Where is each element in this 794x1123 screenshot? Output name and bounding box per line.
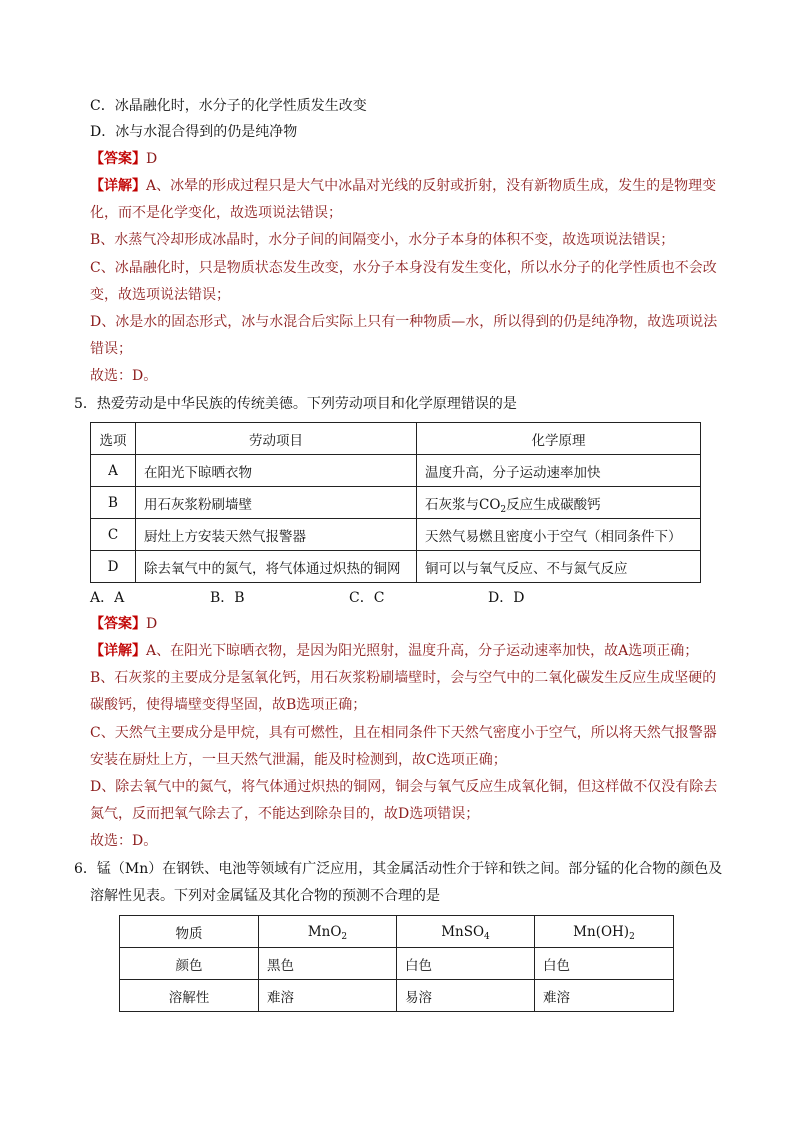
q5-answer	[90, 614, 157, 634]
table-row	[120, 980, 674, 1012]
q5-explain-line: 碳酸钙，使得墙壁变得坚固，故B选项正确；	[90, 697, 367, 713]
table-row	[120, 916, 674, 948]
q5-option-b: B．B	[210, 590, 245, 606]
table-cell: D	[91, 551, 136, 583]
q5-option-a: A．A	[90, 590, 125, 606]
subscript: 2	[500, 504, 507, 515]
q4-explain-line: D、冰是水的固态形式，冰与水混合后实际上只有一种物质—水，所以得到的仍是纯净物，故选项说法	[90, 314, 718, 330]
q6-stem-line: 溶解性见表。下列对金属锰及其化合物的预测不合理的是	[90, 888, 440, 904]
answer-tag: 【答案】	[90, 151, 146, 167]
cell-text: 反应生成碳酸钙	[506, 496, 601, 513]
table-cell: 易溶	[397, 980, 535, 1012]
table-cell: 溶解性	[120, 980, 259, 1012]
subscript: 4	[484, 931, 490, 942]
table-cell: 温度升高，分子运动速率加快	[417, 455, 701, 487]
cell-text: 石灰浆与CO	[425, 496, 501, 513]
q4-explain-line	[90, 176, 716, 196]
q5-explain-text: A、在阳光下晾晒衣物，是因为阳光照射，温度升高，分子运动速率加快，故A选项正确；	[146, 643, 699, 659]
formula-text: MnO	[307, 923, 342, 940]
q4-explain-line: 化，而不是化学变化，故选项说法错误；	[90, 205, 342, 221]
q5-explain-line: D、除去氧气中的氮气，将气体通过炽热的铜网，铜会与氧气反应生成氧化铜，但这样做不仅没有除去	[90, 779, 718, 795]
q5-explain-line: C、天然气主要成分是甲烷，具有可燃性，且在相同条件下天然气密度小于空气，所以将天然气报警器	[90, 725, 717, 741]
q5-option-c: C．C	[349, 590, 385, 606]
q5-stem: 5．热爱劳动是中华民族的传统美德。下列劳动项目和化学原理错误的是	[74, 396, 517, 412]
table-header	[259, 916, 397, 948]
table-cell: 铜可以与氧气反应、不与氮气反应	[417, 551, 701, 583]
q6-stem-line: 6．锰（Mn）在钢铁、电池等领域有广泛应用，其金属活动性介于锌和铁之间。部分锰的化合物的颜色及	[74, 861, 723, 877]
table-cell	[417, 487, 701, 519]
table-cell: 天然气易燃且密度小于空气（相同条件下）	[417, 519, 701, 551]
q4-explain-line: C、冰晶融化时，只是物质状态发生改变，水分子本身没有发生变化，所以水分子的化学性质也不会改	[90, 260, 717, 276]
table-header: 物质	[120, 916, 259, 948]
answer-tag: 【答案】	[90, 616, 146, 632]
q5-explain-line: B、石灰浆的主要成分是氢氧化钙，用石灰浆粉刷墙壁时，会与空气中的二氧化碳发生反应生成坚硬的	[90, 670, 717, 686]
table-cell: 白色	[535, 948, 674, 980]
q6-table	[119, 915, 674, 1012]
table-row	[91, 455, 701, 487]
table-cell: 难溶	[259, 980, 397, 1012]
detail-tag: 【详解】	[90, 178, 146, 194]
formula-text: MnSO	[441, 923, 485, 940]
table-header	[397, 916, 535, 948]
subscript: 2	[341, 931, 348, 942]
table-cell: 白色	[397, 948, 535, 980]
answer-value: D	[146, 151, 158, 167]
q4-explain-line: 错误；	[90, 341, 132, 357]
table-cell: C	[91, 519, 136, 551]
table-cell: 在阳光下晾晒衣物	[136, 455, 417, 487]
q4-explain-text: A、冰晕的形成过程只是大气中冰晶对光线的反射或折射，没有新物质生成，发生的是物理变	[146, 178, 717, 194]
table-cell: 黑色	[259, 948, 397, 980]
table-cell: 除去氧气中的氮气，将气体通过炽热的铜网	[136, 551, 417, 583]
q4-answer	[90, 149, 157, 169]
answer-value: D	[146, 616, 158, 632]
table-row	[91, 519, 701, 551]
table-cell: 颜色	[120, 948, 259, 980]
q5-explain-line: 氮气，反而把氧气除去了，不能达到除杂目的，故D选项错误；	[90, 806, 480, 822]
subscript: 2	[629, 931, 635, 942]
q5-option-d: D．D	[488, 590, 525, 606]
q4-explain-line: 变，故选项说法错误；	[90, 287, 230, 303]
q5-table	[90, 422, 701, 583]
table-row	[91, 487, 701, 519]
table-header: 选项	[91, 423, 136, 455]
q4-option-c: C．冰晶融化时，水分子的化学性质发生改变	[90, 98, 367, 114]
table-cell: B	[91, 487, 136, 519]
q5-explain-line	[90, 641, 698, 661]
q4-explain-line: B、水蒸气冷却形成冰晶时，水分子间的间隔变小，水分子本身的体积不变，故选项说法错误；	[90, 232, 675, 248]
table-cell: 厨灶上方安装天然气报警器	[136, 519, 417, 551]
table-header: 化学原理	[417, 423, 701, 455]
table-row	[91, 423, 701, 455]
q4-explain-line: 故选：D。	[90, 368, 158, 384]
table-row	[120, 948, 674, 980]
formula-text: Mn(OH)	[573, 923, 630, 940]
detail-tag: 【详解】	[90, 643, 146, 659]
table-header: 劳动项目	[136, 423, 417, 455]
table-cell: 用石灰浆粉刷墙壁	[136, 487, 417, 519]
table-cell: A	[91, 455, 136, 487]
table-cell: 难溶	[535, 980, 674, 1012]
q5-explain-line: 安装在厨灶上方，一旦天然气泄漏，能及时检测到，故C选项正确；	[90, 752, 507, 768]
q4-option-d: D．冰与水混合得到的仍是纯净物	[90, 124, 298, 140]
table-row	[91, 551, 701, 583]
q5-explain-line: 故选：D。	[90, 833, 158, 849]
table-header	[535, 916, 674, 948]
